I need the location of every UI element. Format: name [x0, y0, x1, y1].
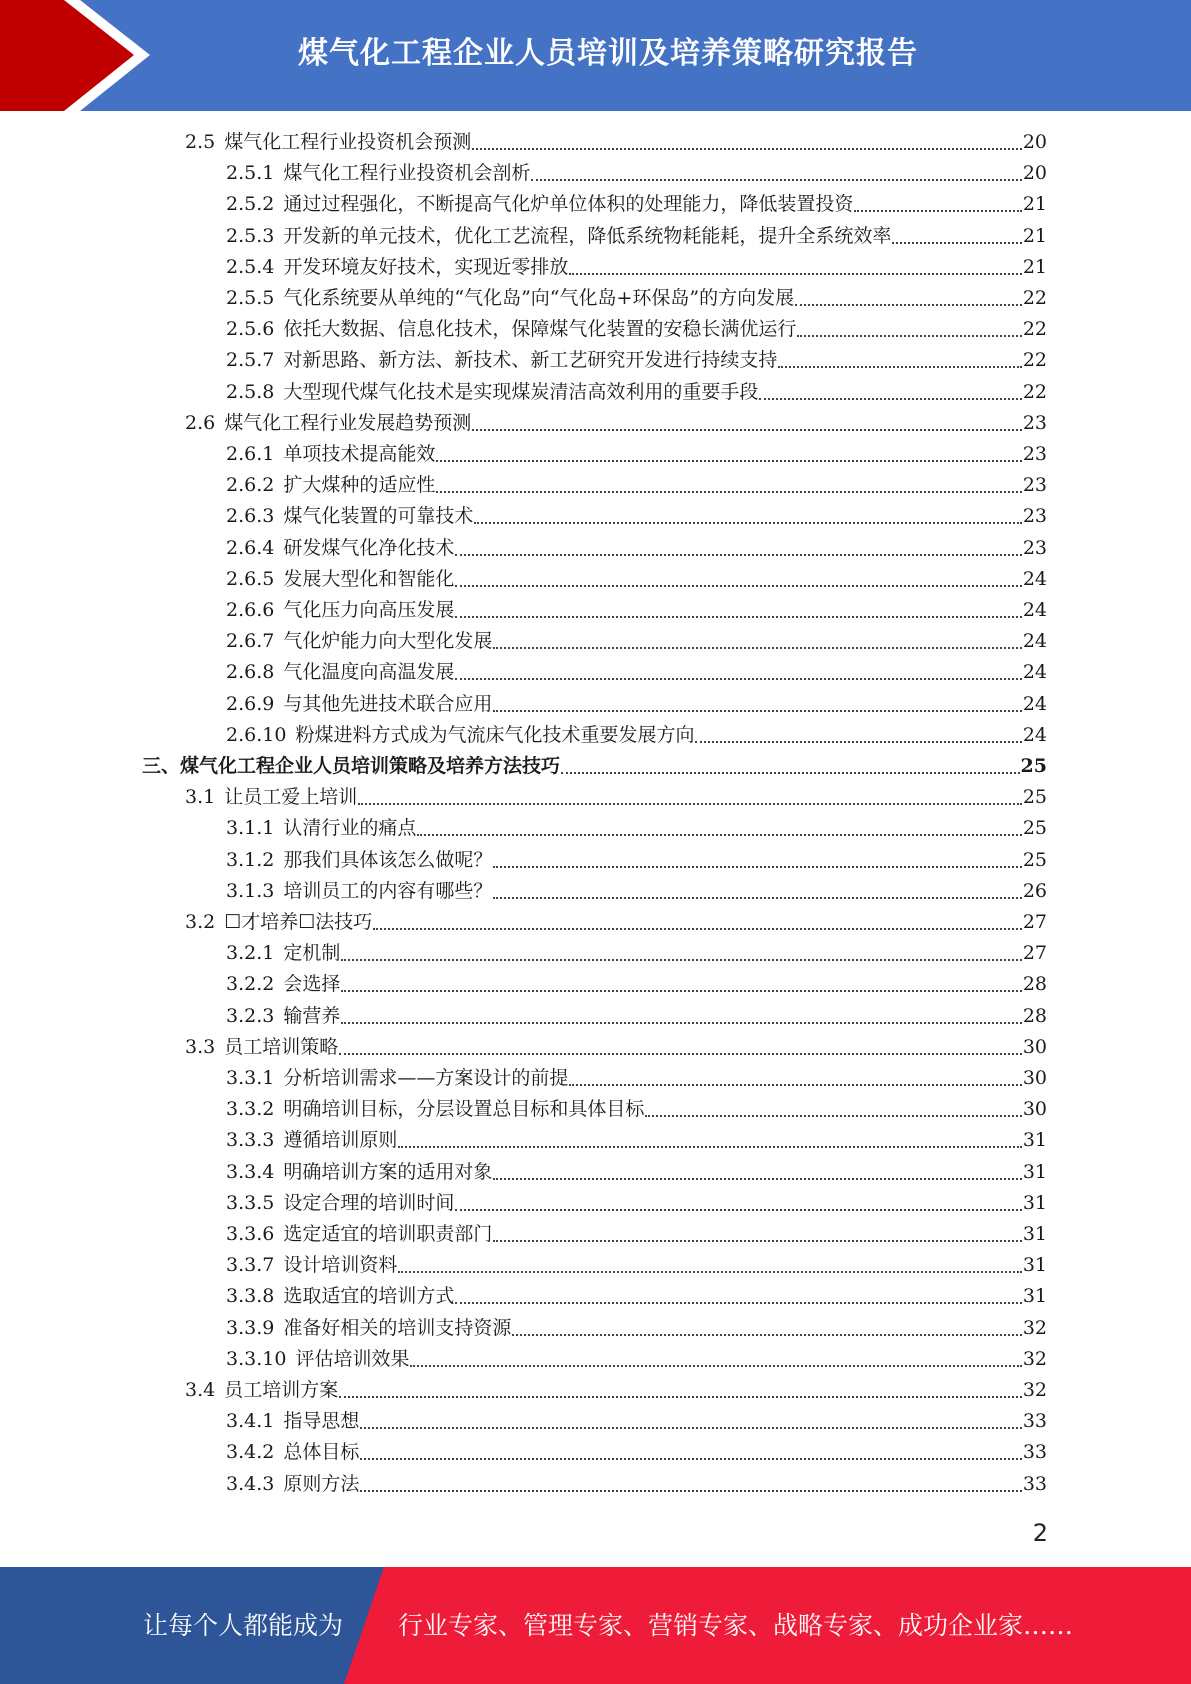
toc-dot-leader	[398, 1270, 1021, 1273]
toc-entry-page: 22	[1022, 318, 1047, 341]
toc-entry-title: 研发煤气化净化技术	[283, 536, 455, 559]
toc-entry-number: 3.3.7	[226, 1254, 275, 1277]
footer-slogan-right: 行业专家、管理专家、营销专家、战略专家、成功企业家……	[398, 1611, 1074, 1640]
toc-entry[interactable]	[226, 1469, 1047, 1500]
toc-entry-number: 3.3.4	[226, 1160, 275, 1183]
toc-entry[interactable]	[226, 470, 1047, 501]
toc-entry-page: 23	[1022, 411, 1047, 434]
toc-dot-leader	[455, 584, 1021, 587]
toc-dot-leader	[472, 147, 1022, 150]
toc-entry[interactable]	[226, 1001, 1047, 1032]
toc-entry-page: 25	[1020, 755, 1047, 777]
toc-dot-leader	[360, 1426, 1021, 1429]
toc-entry[interactable]	[226, 439, 1047, 470]
toc-dot-leader	[436, 490, 1021, 493]
toc-entry-page: 32	[1022, 1347, 1047, 1370]
toc-entry-page: 25	[1022, 817, 1047, 840]
toc-entry-page: 24	[1022, 661, 1047, 684]
toc-entry-number: 3.1.1	[226, 817, 275, 840]
toc-entry-title: 气化压力向高压发展	[283, 599, 455, 621]
toc-entry-page: 28	[1022, 973, 1047, 996]
toc-entry-number: 2.5.3	[226, 224, 275, 247]
toc-entry-page: 30	[1022, 1067, 1047, 1089]
toc-entry-title: 准备好相关的培训支持资源	[283, 1316, 512, 1339]
toc-entry-title: 原则方法	[283, 1472, 360, 1495]
toc-entry[interactable]	[226, 626, 1047, 657]
toc-entry-title: 与其他先进技术联合应用	[283, 692, 493, 715]
toc-entry-number: 3.4.2	[226, 1441, 275, 1464]
toc-entry-title: 选取适宜的培训方式	[283, 1285, 455, 1308]
toc-entry[interactable]	[226, 283, 1047, 314]
toc-dot-leader	[493, 1177, 1021, 1180]
toc-dot-leader	[645, 1114, 1021, 1117]
toc-entry-number: 2.6.6	[226, 599, 275, 621]
toc-entry-title: 输营养	[283, 1004, 341, 1027]
toc-dot-leader	[512, 1333, 1021, 1336]
toc-entry-number: 2.6	[185, 411, 216, 434]
toc-entry-number: 3.2.3	[226, 1004, 275, 1027]
toc-dot-leader	[373, 927, 1022, 930]
toc-entry-page: 28	[1022, 1004, 1047, 1027]
toc-entry-title: 培训员工的内容有哪些？	[283, 879, 493, 902]
toc-entry[interactable]	[226, 1313, 1047, 1344]
toc-entry-page: 24	[1022, 567, 1047, 590]
toc-entry[interactable]	[226, 1344, 1047, 1375]
toc-entry-page: 30	[1022, 1098, 1047, 1121]
toc-dot-leader	[339, 1052, 1022, 1055]
toc-entry-title: 设定合理的培训时间	[283, 1191, 455, 1214]
toc-dot-leader	[759, 397, 1021, 400]
page-number: 2	[1032, 1519, 1048, 1547]
toc-entry-title: 煤气化工程行业投资机会剖析	[283, 162, 531, 185]
toc-entry[interactable]	[185, 1375, 1047, 1406]
toc-entry-number: 3.3.9	[226, 1316, 275, 1339]
toc-entry-title: 单项技术提高能效	[283, 443, 436, 465]
toc-entry[interactable]	[226, 845, 1047, 876]
toc-dot-leader	[493, 709, 1021, 712]
toc-entry-page: 23	[1022, 474, 1047, 497]
toc-entry-number: 2.6.2	[226, 474, 275, 497]
toc-entry[interactable]	[185, 408, 1047, 439]
toc-entry-page: 30	[1022, 1035, 1047, 1058]
toc-entry-title: ☐才培养☐法技巧	[224, 911, 373, 933]
toc-entry[interactable]	[226, 657, 1047, 688]
toc-dot-leader	[474, 521, 1021, 524]
toc-entry-number: 2.5.5	[226, 287, 275, 309]
toc-entry[interactable]	[226, 813, 1047, 844]
toc-entry-number: 2.6.8	[226, 661, 275, 684]
toc-entry-title: 评估培训效果	[295, 1347, 410, 1370]
toc-entry[interactable]	[226, 720, 1047, 751]
toc-entry-number: 2.5.4	[226, 255, 275, 278]
toc-entry[interactable]	[142, 751, 1047, 782]
toc-entry-page: 25	[1022, 786, 1047, 809]
toc-entry-title: 分析培训需求——方案设计的前提	[283, 1067, 569, 1089]
toc-entry[interactable]	[226, 564, 1047, 595]
toc-entry-title: 煤气化装置的可靠技术	[283, 505, 474, 528]
toc-entry-page: 21	[1022, 193, 1047, 216]
page-header	[0, 0, 1191, 111]
toc-entry-title: 气化炉能力向大型化发展	[283, 630, 493, 653]
toc-dot-leader	[561, 771, 1020, 774]
toc-entry-number: 3.1.2	[226, 848, 275, 871]
toc-entry-page: 24	[1022, 723, 1047, 746]
toc-entry-page: 31	[1022, 1129, 1047, 1152]
toc-entry[interactable]	[226, 1219, 1047, 1250]
toc-entry[interactable]	[226, 221, 1047, 252]
toc-entry-number: 3.3.2	[226, 1098, 275, 1121]
toc-entry-number: 2.5.2	[226, 193, 275, 216]
toc-entry[interactable]	[185, 127, 1047, 158]
toc-entry-page: 31	[1022, 1191, 1047, 1214]
toc-entry-title: 遵循培训原则	[283, 1129, 398, 1152]
toc-dot-leader	[892, 241, 1021, 244]
toc-entry[interactable]	[226, 1157, 1047, 1188]
toc-entry-number: 2.5.1	[226, 162, 275, 185]
toc-entry-page: 33	[1022, 1472, 1047, 1495]
toc-entry-page: 33	[1022, 1441, 1047, 1464]
toc-entry-number: 2.6.3	[226, 505, 275, 528]
toc-entry-title: 员工培训策略	[224, 1035, 339, 1058]
toc-dot-leader	[417, 833, 1021, 836]
toc-entry-number: 2.6.9	[226, 692, 275, 715]
toc-dot-leader	[339, 1395, 1022, 1398]
toc-entry-page: 32	[1022, 1379, 1047, 1401]
toc-entry-page: 32	[1022, 1316, 1047, 1339]
toc-entry-title: 对新思路、新方法、新技术、新工艺研究开发进行持续支持	[283, 349, 778, 372]
toc-entry-title: 开发环境友好技术，实现近零排放	[283, 255, 569, 278]
toc-entry[interactable]	[226, 1094, 1047, 1125]
toc-entry[interactable]	[226, 252, 1047, 283]
toc-entry-title: 发展大型化和智能化	[283, 567, 455, 590]
toc-dot-leader	[854, 209, 1021, 212]
toc-entry-number: 3.3.6	[226, 1223, 275, 1245]
toc-dot-leader	[455, 677, 1021, 680]
toc-dot-leader	[455, 1208, 1021, 1211]
toc-entry-page: 24	[1022, 692, 1047, 715]
toc-dot-leader	[493, 1239, 1021, 1242]
toc-dot-leader	[455, 1301, 1021, 1304]
toc-entry[interactable]	[226, 595, 1047, 626]
toc-dot-leader	[341, 958, 1021, 961]
toc-entry-title: 让员工爱上培训	[224, 786, 358, 809]
toc-dot-leader	[358, 802, 1022, 805]
toc-entry[interactable]	[226, 345, 1047, 376]
toc-dot-leader	[778, 365, 1021, 368]
toc-entry[interactable]	[226, 1188, 1047, 1219]
toc-dot-leader	[797, 334, 1021, 337]
toc-entry-title: 会选择	[283, 973, 341, 996]
toc-entry[interactable]	[226, 876, 1047, 907]
toc-entry-title: 员工培训方案	[224, 1379, 339, 1401]
toc-entry[interactable]	[185, 907, 1047, 938]
toc-entry-number: 3.4.1	[226, 1410, 275, 1433]
toc-entry[interactable]	[185, 782, 1047, 813]
toc-entry-number: 2.5.8	[226, 380, 275, 403]
toc-entry-page: 23	[1022, 443, 1047, 465]
toc-dot-leader	[795, 303, 1022, 306]
toc-entry-title: 定机制	[283, 942, 341, 965]
footer-slogan-left: 让每个人都能成为	[143, 1611, 344, 1640]
toc-dot-leader	[695, 740, 1021, 743]
toc-entry[interactable]	[226, 1250, 1047, 1281]
toc-entry-title: 设计培训资料	[283, 1254, 398, 1277]
toc-dot-leader	[410, 1364, 1021, 1367]
toc-entry-page: 23	[1022, 536, 1047, 559]
toc-entry-title: 扩大煤种的适应性	[283, 474, 436, 497]
toc-entry-number: 3.4.3	[226, 1472, 275, 1495]
toc-dot-leader	[436, 459, 1021, 462]
toc-entry-number: 3.3.3	[226, 1129, 275, 1152]
toc-entry-number: 2.5.6	[226, 318, 275, 341]
toc-entry-page: 21	[1022, 255, 1047, 278]
toc-entry-number: 3.2.2	[226, 973, 275, 996]
toc-entry[interactable]	[185, 1032, 1047, 1063]
page-footer	[0, 1567, 1191, 1684]
toc-entry-number: 2.6.5	[226, 567, 275, 590]
toc-entry-page: 21	[1022, 224, 1047, 247]
toc-entry-page: 24	[1022, 599, 1047, 621]
toc-dot-leader	[531, 178, 1021, 181]
toc-entry[interactable]	[226, 938, 1047, 969]
toc-dot-leader	[569, 272, 1021, 275]
toc-entry-page: 26	[1022, 879, 1047, 902]
toc-dot-leader	[455, 553, 1021, 556]
toc-entry-title: 煤气化工程行业投资机会预测	[224, 131, 472, 153]
toc-entry-page: 22	[1022, 380, 1047, 403]
toc-entry-number: 2.5.7	[226, 349, 275, 372]
toc-entry-title: 粉煤进料方式成为气流床气化技术重要发展方向	[295, 723, 695, 746]
toc-entry-page: 31	[1022, 1254, 1047, 1277]
toc-entry-number: 2.6.4	[226, 536, 275, 559]
toc-entry-number: 2.5	[185, 131, 216, 153]
toc-entry-page: 20	[1022, 131, 1047, 153]
toc-dot-leader	[569, 1083, 1021, 1086]
toc-entry[interactable]	[226, 1406, 1047, 1437]
toc-dot-leader	[360, 1489, 1021, 1492]
toc-entry-number: 3.1.3	[226, 879, 275, 902]
toc-entry-title: 指导思想	[283, 1410, 360, 1433]
toc-entry-page: 25	[1022, 848, 1047, 871]
toc-entry-number: 3.4	[185, 1379, 216, 1401]
toc-entry[interactable]	[226, 158, 1047, 189]
toc-entry-title: 气化系统要从单纯的“气化岛”向“气化岛+环保岛”的方向发展	[283, 287, 795, 309]
toc-entry-title: 那我们具体该怎么做呢？	[283, 848, 493, 871]
toc-entry-number: 3.3.8	[226, 1285, 275, 1308]
toc-entry-title: 开发新的单元技术，优化工艺流程，降低系统物耗能耗，提升全系统效率	[283, 224, 892, 247]
toc-entry-number: 3.2	[185, 911, 216, 933]
toc-dot-leader	[455, 615, 1021, 618]
toc-entry-page: 31	[1022, 1160, 1047, 1183]
toc-entry-number: 3.3.10	[226, 1347, 287, 1370]
toc-entry-page: 22	[1022, 287, 1047, 309]
report-title: 煤气化工程企业人员培训及培养策略研究报告	[298, 36, 918, 71]
toc-entry-page: 33	[1022, 1410, 1047, 1433]
toc-entry-title: 煤气化工程行业发展趋势预测	[224, 411, 472, 434]
toc-entry-number: 3.2.1	[226, 942, 275, 965]
toc-entry[interactable]	[226, 1063, 1047, 1094]
toc-entry-number: 3.3	[185, 1035, 216, 1058]
toc-entry-title: 认清行业的痛点	[283, 817, 417, 840]
toc-entry[interactable]	[226, 377, 1047, 408]
toc-entry-number: 三、	[142, 755, 181, 777]
toc-dot-leader	[398, 1145, 1021, 1148]
toc-entry-page: 24	[1022, 630, 1047, 653]
toc-entry-number: 2.6.10	[226, 723, 287, 746]
toc-dot-leader	[341, 1021, 1021, 1024]
toc-entry-title: 明确培训目标，分层设置总目标和具体目标	[283, 1098, 645, 1121]
toc-entry[interactable]	[226, 1437, 1047, 1468]
toc-entry[interactable]	[226, 314, 1047, 345]
toc-entry-number: 3.3.5	[226, 1191, 275, 1214]
toc-dot-leader	[493, 865, 1021, 868]
toc-dot-leader	[493, 896, 1021, 899]
toc-entry-page: 31	[1022, 1285, 1047, 1308]
toc-entry-title: 选定适宜的培训职责部门	[283, 1223, 493, 1245]
toc-entry[interactable]	[226, 1281, 1047, 1312]
toc-entry-page: 20	[1022, 162, 1047, 185]
toc-entry-page: 27	[1022, 911, 1047, 933]
toc-entry[interactable]	[226, 689, 1047, 720]
toc-entry-title: 总体目标	[283, 1441, 360, 1464]
toc-entry-title: 大型现代煤气化技术是实现煤炭清洁高效利用的重要手段	[283, 380, 759, 403]
toc-entry-title: 气化温度向高温发展	[283, 661, 455, 684]
toc-dot-leader	[341, 989, 1021, 992]
toc-entry-page: 22	[1022, 349, 1047, 372]
toc-entry-number: 2.6.1	[226, 443, 275, 465]
toc-dot-leader	[360, 1457, 1021, 1460]
toc-entry-page: 27	[1022, 942, 1047, 965]
toc-entry-title: 明确培训方案的适用对象	[283, 1160, 493, 1183]
toc-dot-leader	[472, 428, 1022, 431]
toc-entry[interactable]	[226, 1125, 1047, 1156]
toc-entry-title: 通过过程强化，不断提高气化炉单位体积的处理能力，降低装置投资	[283, 193, 854, 216]
toc-entry-number: 3.1	[185, 786, 216, 809]
toc-entry-title: 煤气化工程企业人员培训策略及培养方法技巧	[180, 755, 561, 777]
toc-entry-title: 依托大数据、信息化技术，保障煤气化装置的安稳长满优运行	[283, 318, 797, 341]
toc-dot-leader	[493, 646, 1021, 649]
toc-entry[interactable]	[226, 533, 1047, 564]
toc-entry[interactable]	[226, 189, 1047, 220]
toc-entry-number: 2.6.7	[226, 630, 275, 653]
toc-entry-number: 3.3.1	[226, 1067, 275, 1089]
toc-entry-page: 23	[1022, 505, 1047, 528]
toc-entry-page: 31	[1022, 1223, 1047, 1245]
toc-entry[interactable]	[226, 969, 1047, 1000]
toc-entry[interactable]	[226, 501, 1047, 532]
